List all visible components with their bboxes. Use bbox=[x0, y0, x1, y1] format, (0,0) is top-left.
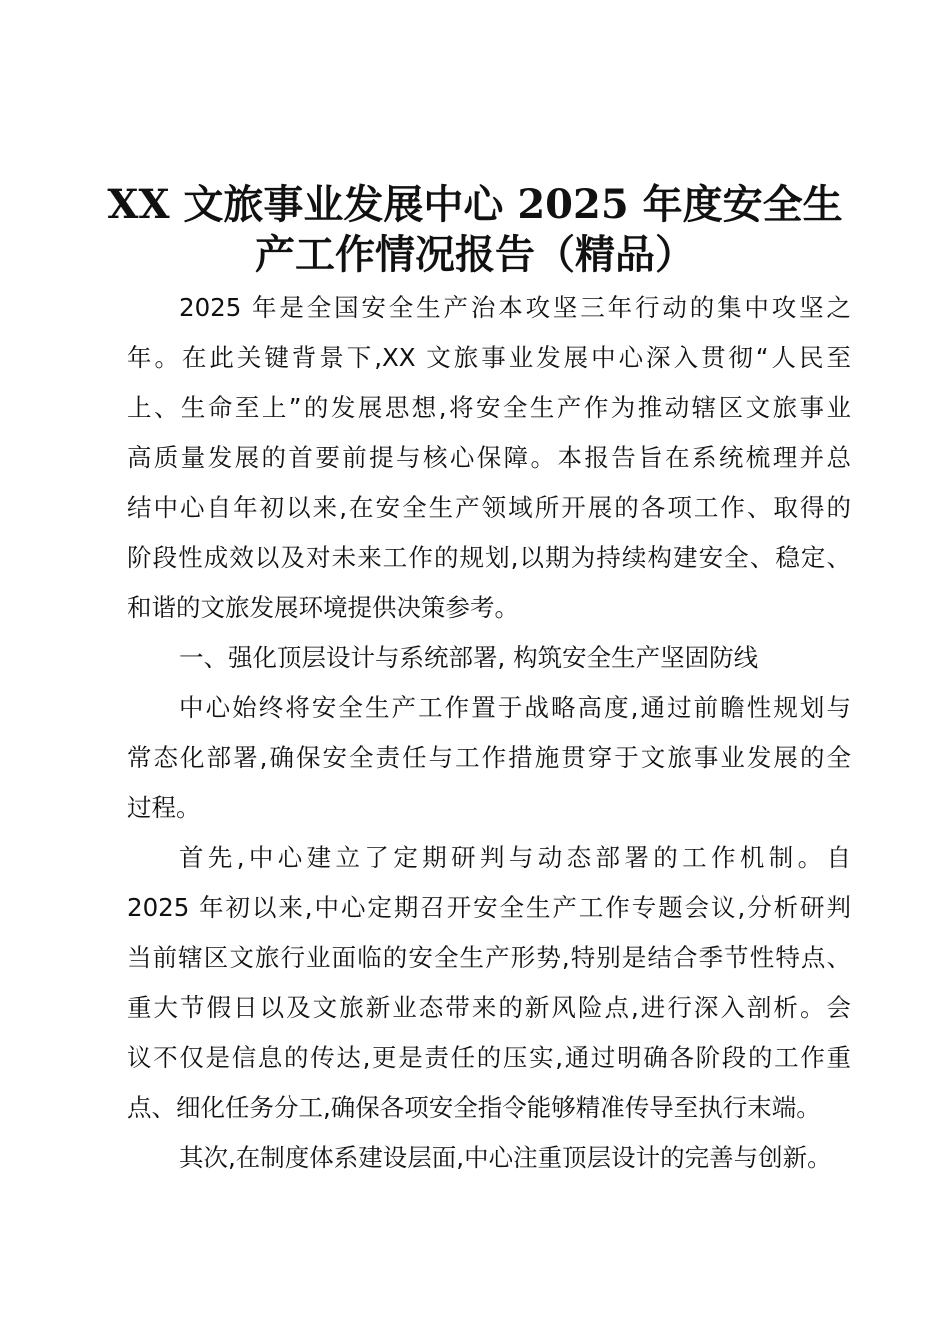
text-line: 阶段性成效以及对未来工作的规划,以期为持续构建安全、稳定、 bbox=[127, 543, 851, 572]
text-line: 和谐的文旅发展环境提供决策参考。 bbox=[127, 593, 519, 622]
text-line: 一、强化顶层设计与系统部署, 构筑安全生产坚固防线 bbox=[179, 643, 759, 672]
text-line: 2025 年初以来,中心定期召开安全生产工作专题会议,分析研判 bbox=[127, 893, 851, 922]
text-line: 上、生命至上”的发展思想,将安全生产作为推动辖区文旅事业 bbox=[127, 393, 851, 422]
text-line: 重大节假日以及文旅新业态带来的新风险点,进行深入剖析。会 bbox=[127, 993, 851, 1022]
text-line: 过程。 bbox=[127, 793, 201, 822]
section-intro-paragraph bbox=[127, 683, 851, 833]
text-line: 中心始终将安全生产工作置于战略高度,通过前瞻性规划与 bbox=[179, 693, 851, 722]
text-line: 高质量发展的首要前提与核心保障。本报告旨在系统梳理并总 bbox=[127, 443, 851, 472]
text-line: 首先,中心建立了定期研判与动态部署的工作机制。自 bbox=[179, 843, 851, 872]
document-title bbox=[0, 180, 950, 280]
text-line: 点、细化任务分工,确保各项安全指令能够精准传导至执行末端。 bbox=[127, 1093, 821, 1122]
text-line: 当前辖区文旅行业面临的安全生产形势,特别是结合季节性特点、 bbox=[127, 943, 851, 972]
intro-paragraph bbox=[127, 283, 851, 633]
text-line: 其次,在制度体系建设层面,中心注重顶层设计的完善与创新。 bbox=[179, 1143, 832, 1172]
title-line-2: 产工作情况报告（精品） bbox=[255, 231, 695, 278]
section-heading bbox=[127, 633, 851, 683]
title-line-1: XX 文旅事业发展中心 2025 年度安全生 bbox=[107, 181, 843, 228]
first-point-paragraph bbox=[127, 833, 851, 1133]
text-line: 结中心自年初以来,在安全生产领域所开展的各项工作、取得的 bbox=[127, 493, 851, 522]
text-line: 常态化部署,确保安全责任与工作措施贯穿于文旅事业发展的全 bbox=[127, 743, 851, 772]
second-point-paragraph bbox=[127, 1133, 851, 1183]
text-line: 年。在此关键背景下,XX 文旅事业发展中心深入贯彻“人民至 bbox=[127, 343, 851, 372]
document-body bbox=[127, 283, 851, 1183]
text-line: 议不仅是信息的传达,更是责任的压实,通过明确各阶段的工作重 bbox=[127, 1043, 851, 1072]
text-line: 2025 年是全国安全生产治本攻坚三年行动的集中攻坚之 bbox=[179, 293, 851, 322]
